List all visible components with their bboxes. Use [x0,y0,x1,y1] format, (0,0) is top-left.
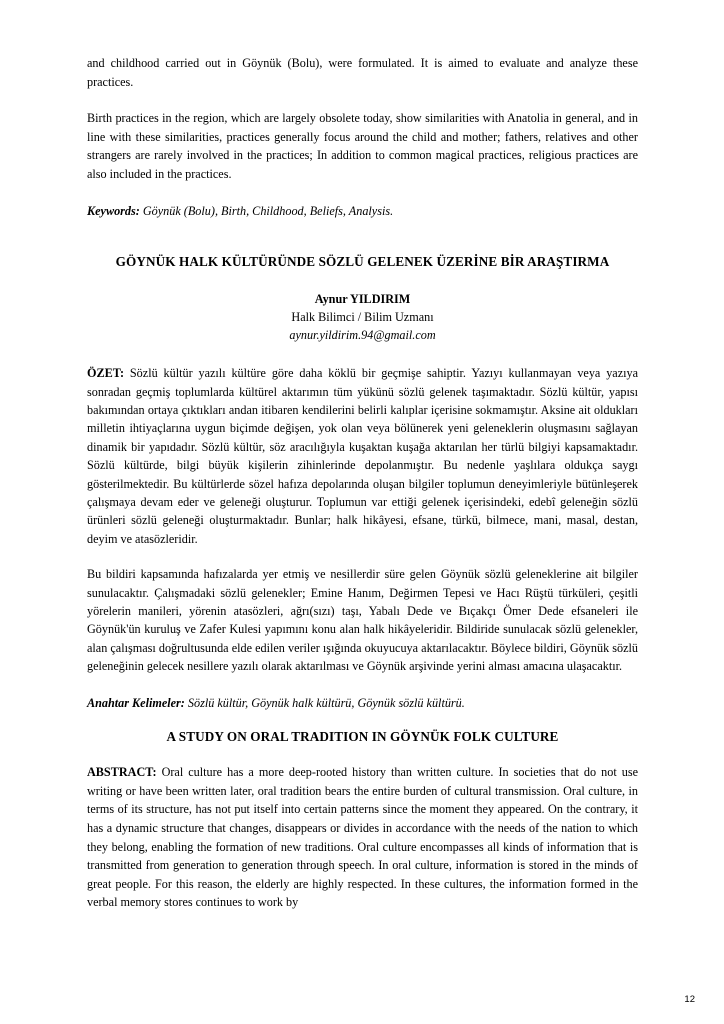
author-email: aynur.yildirim.94@gmail.com [289,328,436,343]
intro-keywords [87,202,638,221]
page-number: 12 [684,994,695,1005]
ozet-paragraph [87,364,638,548]
keywords-text: Göynük (Bolu), Birth, Childhood, Beliefs, Analysis. [142,203,394,218]
anahtar-kelimeler-label: Anahtar Kelimeler: [87,695,185,710]
intro-paragraph-1: and childhood carried out in Göynük (Bolu), were formulated. It is aimed to evaluate and analyze these practices. [87,56,638,89]
ozet-label: ÖZET: [87,366,125,381]
keywords-label: Keywords: [87,203,140,218]
abstract-text: Oral culture has a more deep-rooted history than written culture. In societies that do not use writing or have been written later, oral tradition bears the entire burden of cultural transmission. Oral culture, in terms of its structure, has not put itself into certain patterns since the moment they appeared. On the contrary, it has a dynamic structure that changes, disappears or divides in accordance with the needs of the nation to which they belong, enabling the formation of new traditions. Oral culture encompasses all kinds of information that is transmitted from generation to generation through speech. In oral culture, information is stored in the minds of great people. For this reason, the elderly are highly respected. In these cultures, the information formed in the verbal memory stores continues to work by [87,765,638,910]
abstract-label: ABSTRACT: [87,765,157,780]
anahtar-kelimeler-text: Sözlü kültür, Göynük halk kültürü, Göynük sözlü kültürü. [187,695,465,710]
author-name: Aynur YILDIRIM [314,292,411,307]
intro-paragraph-2: Birth practices in the region, which are largely obsolete today, show similarities with Anatolia in general, and in line with these similarities, practices generally focus around the child and mother; fathers, relatives and other strangers are rarely involved in the practices; In addition to common magical practices, religious practices are also included in the practices. [87,111,638,181]
english-title: A STUDY ON ORAL TRADITION IN GÖYNÜK FOLK CULTURE [166,729,559,745]
turkish-paragraph-2: Bu bildiri kapsamında hafızalarda yer etmiş ve nesillerdir süre gelen Göynük sözlü geleneklerine ait bilgiler sunulacaktır. Çalışmadaki sözlü gelenekler; Emine Hanım, Değirmen Tepesi ve Hacı Rüştü türküleri, çeşitli yörelerin manileri, yörenin atasözleri, ağrı(sızı) taşı, Yabalı Dede ve Bıçakçı Ömer Dede efsaneleri ile Göynük'ün kuruluş ve Zafer Kulesi yapımını konu alan halk hikâyeleridir. Bildiride sunulacak sözlü gelenekler, alan çalışması doğrultusunda elde edilen veriler ışığında okuyucuya aktarılacaktır. Böylece bildiri, Göynük sözlü geleneğinin gelecek nesillere yazılı olarak aktarılması ve Göynük arşivinde yerini alması amacına ulaşacaktır. [87,567,638,674]
document-page [87,54,638,912]
turkish-title: GÖYNÜK HALK KÜLTÜRÜNDE SÖZLÜ GELENEK ÜZERİNE BİR ARAŞTIRMA [115,254,610,270]
abstract-paragraph [87,763,638,912]
ozet-text: Sözlü kültür yazılı kültüre göre daha köklü bir geçmişe sahiptir. Yazıyı kullanmayan veya yazıya sonradan geçmiş toplumlarda kültürel aktarımın tüm yükünü sözlü gelenek taşımaktadır. Sözlü kültür, yapısı bakımından ortaya çıktıkları andan itibaren kendilerini belirli kalıplar içerisine sokmamıştır. Aksine ait oldukları milletin ihtiyaçlarına uygun biçimde değişen, yok olan veya bölünerek yeni geleneklerin oluşmasını sağlayan dinamik bir yapıdadır. Sözlü kültür, söz aracılığıyla kuşaktan kuşağa aktarılan her türlü bilgiyi kapsamaktadır. Sözlü kültürde, bilgi büyük kişilerin zihinlerinde depolanmıştır. Bu nedenle yaşlılara oldukça saygı gösterilmektedir. Bu kültürlerde sözel hafıza depolarında oluşan bilgiler toplumun deneyimleriyle bütünleşerek çalışmaya devam eder ve geleneği oluşturur. Toplumun var ettiği gelenek içerisindeki, edebî geleneğin sözlü ürünleri sözlü geleneği oluşturmaktadır. Bunlar; halk hikâyesi, efsane, türkü, bilmece, mani, masal, destan, deyim ve atasözleridir. [87,366,639,546]
turkish-keywords [87,694,638,713]
author-affiliation: Halk Bilimci / Bilim Uzmanı [291,310,434,325]
